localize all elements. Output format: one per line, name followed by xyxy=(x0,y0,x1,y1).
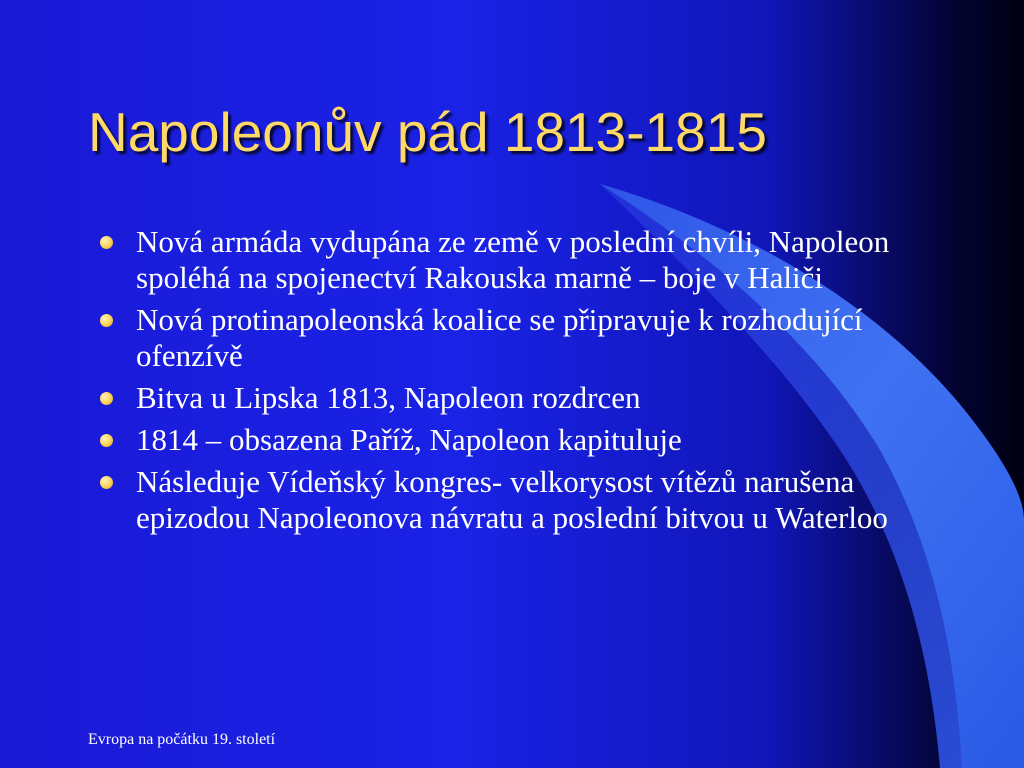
bullet-item xyxy=(98,380,898,416)
bullet-text: Bitva u Lipska 1813, Napoleon rozdrcen xyxy=(136,380,641,415)
bullet-dot-icon xyxy=(100,314,113,327)
bullet-item xyxy=(98,422,898,458)
bullet-dot-icon xyxy=(100,476,113,489)
bullet-item xyxy=(98,464,898,536)
slide-title: Napoleonův pád 1813-1815 xyxy=(88,101,767,163)
bullet-item xyxy=(98,302,898,374)
slide-footer: Evropa na počátku 19. století xyxy=(88,731,276,748)
bullet-text: Následuje Vídeňský kongres- velkorysost vítězů narušena epizodou Napoleonova návratu a poslední bitvou u Waterloo xyxy=(136,464,888,535)
bullet-text: Nová armáda vydupána ze země v poslední chvíli, Napoleon spoléhá na spojenectví Rakouska marně – boje v Haliči xyxy=(136,224,890,295)
bullet-list xyxy=(98,224,898,542)
bullet-dot-icon xyxy=(100,434,113,447)
bullet-text: Nová protinapoleonská koalice se připravuje k rozhodující ofenzívě xyxy=(136,302,863,373)
bullet-dot-icon xyxy=(100,392,113,405)
bullet-item xyxy=(98,224,898,296)
bullet-dot-icon xyxy=(100,236,113,249)
bullet-text: 1814 – obsazena Paříž, Napoleon kapituluje xyxy=(136,422,682,457)
